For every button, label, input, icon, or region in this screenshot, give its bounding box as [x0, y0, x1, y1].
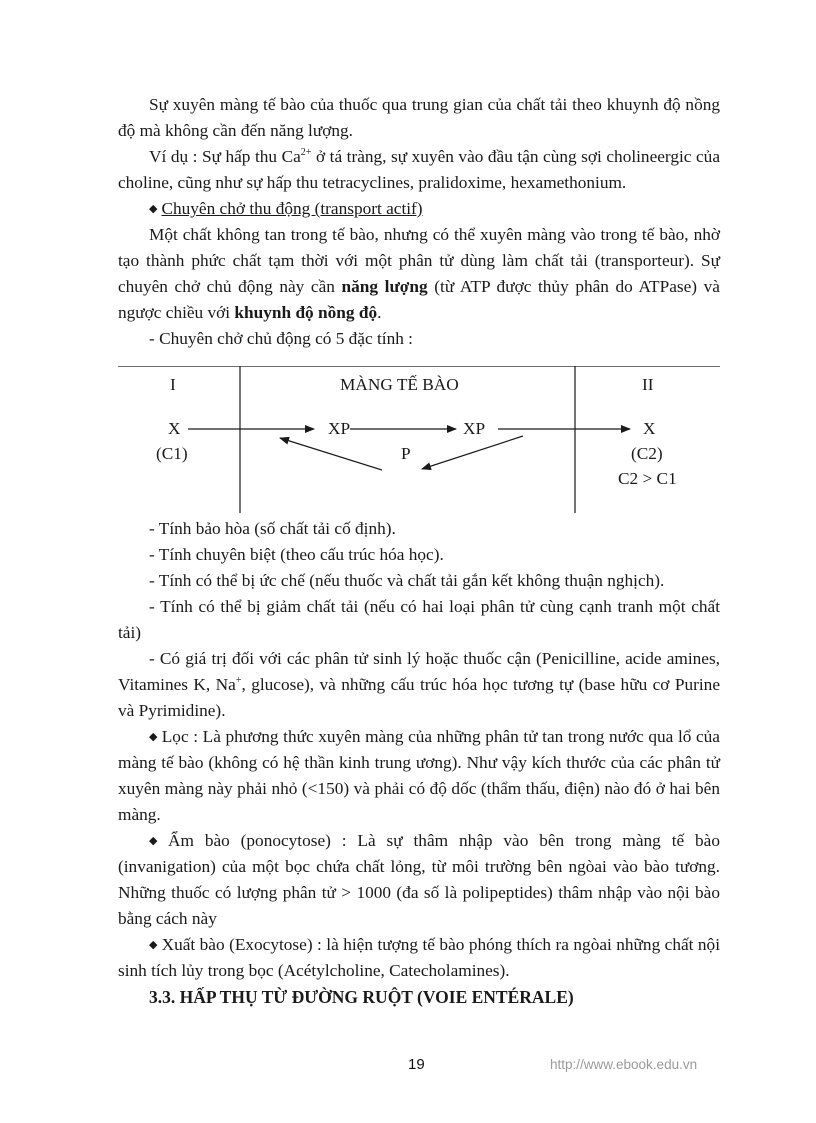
paragraph-active-transport — [118, 222, 720, 326]
left-x: X — [168, 419, 181, 438]
bold-text: năng lượng — [341, 277, 428, 296]
xp-left: XP — [328, 419, 351, 438]
diamond-bullet-icon: ◆ — [149, 939, 158, 951]
section-heading: 3.3. HẤP THỤ TỪ ĐƯỜNG RUỘT (VOIE ENTÉRALE) — [149, 987, 574, 1007]
transport-diagram — [118, 366, 720, 516]
text: - Có giá trị đối với các phân tử sinh lý hoặc thuốc cận (Penicilline, acide amines, Vitamines K, Na — [118, 649, 720, 694]
p-label: P — [401, 444, 411, 463]
diamond-bullet-icon: ◆ — [149, 835, 165, 847]
paragraph: Sự xuyên màng tế bào của thuốc qua trung gian của chất tải theo khuynh độ nồng độ mà không cần đến năng lượng. — [118, 95, 720, 140]
text: Một chất không tan trong tế bào, nhưng có thể xuyên màng vào trong tế bào, nhờ tạo thành phức chất tạm thời với một phân tử dùng làm chất tải (transporteur). Sự chuyên chở chủ động này cần — [118, 225, 720, 296]
bullet-paragraph-pinocytosis — [118, 828, 720, 932]
superscript: + — [235, 675, 242, 686]
list-item: - Tính có thể bị ức chế (nếu thuốc và chất tải gắn kết không thuận nghịch). — [149, 571, 665, 590]
text: ở tá tràng, sự xuyên vào đầu tận cùng sợi cholineergic của choline, cũng như sự hấp thu tetracyclines, pralidoxime, hexamethonium. — [118, 147, 720, 192]
text: (từ ATP được thủy phân do ATPase) và ngược chiều với — [118, 277, 720, 322]
bullet-paragraph-filtration — [118, 724, 720, 828]
text: Xuất bào (Exocytose) : là hiện tượng tế bào phóng thích ra ngòai những chất nội sinh tích lủy trong bọc (Acétylcholine, Catecholamines). — [118, 935, 720, 980]
diamond-bullet-icon: ◆ — [149, 731, 158, 743]
diamond-bullet-icon: ◆ — [149, 203, 158, 215]
page-number: 19 — [408, 1056, 425, 1073]
text: Ví dụ : Sự hấp thu Ca — [149, 147, 301, 166]
xp-right: XP — [463, 419, 486, 438]
list-item: - Tính có thể bị giảm chất tải (nếu có hai loại phân tử cùng cạnh tranh một chất tải) — [118, 597, 720, 642]
page-content — [118, 92, 720, 1010]
region-I-label: I — [170, 375, 176, 394]
concentration-comparison: C2 > C1 — [618, 469, 677, 488]
bold-text: khuynh độ nồng độ — [234, 303, 378, 322]
superscript: 2+ — [300, 147, 312, 158]
region-II-label: II — [642, 375, 654, 394]
membrane-label: MÀNG TẾ BÀO — [340, 375, 459, 394]
right-concentration: (C2) — [631, 444, 663, 463]
footer-url[interactable]: http://www.ebook.edu.vn — [550, 1057, 698, 1072]
right-x: X — [643, 419, 656, 438]
paragraph-example — [118, 144, 720, 196]
text: Lọc : Là phương thức xuyên màng của những phân tử tan trong nước qua lổ của màng tế bào (không có hệ thần kinh trung ương). Như vậy kích thước của các phân tử xuyên màng này phải nhỏ (<150) và phải có độ dốc (thẩm thấu, điện) nào đó ở hai bên màng. — [118, 727, 720, 824]
text: . — [377, 303, 382, 322]
arrow-p-to-xp — [280, 438, 382, 470]
bullet-paragraph-exocytosis — [118, 932, 720, 984]
left-concentration: (C1) — [156, 444, 188, 463]
text: , glucose), và những cấu trúc hóa học tương tự (base hữu cơ Purine và Pyrimidine). — [118, 675, 720, 720]
bullet-heading-transport — [118, 196, 720, 222]
list-item — [118, 646, 720, 724]
list-item: - Tính chuyên biệt (theo cấu trúc hóa học). — [149, 545, 444, 564]
paragraph: - Chuyên chở chủ động có 5 đặc tính : — [149, 329, 413, 348]
list-item: - Tính bảo hòa (số chất tải cố định). — [149, 519, 396, 538]
underlined-text: Chuyên chở thu động (transport actif) — [161, 199, 423, 218]
text: Ẩm bào (ponocytose) : Là sự thâm nhập vào bên trong màng tế bào (invanigation) của một bọc chứa chất lỏng, từ môi trường bên ngòai vào bào tương. Những thuốc có lượng phân tử > 1000 (đa số là polipeptides) thâm nhập vào nội bào bằng cách này — [118, 831, 720, 928]
